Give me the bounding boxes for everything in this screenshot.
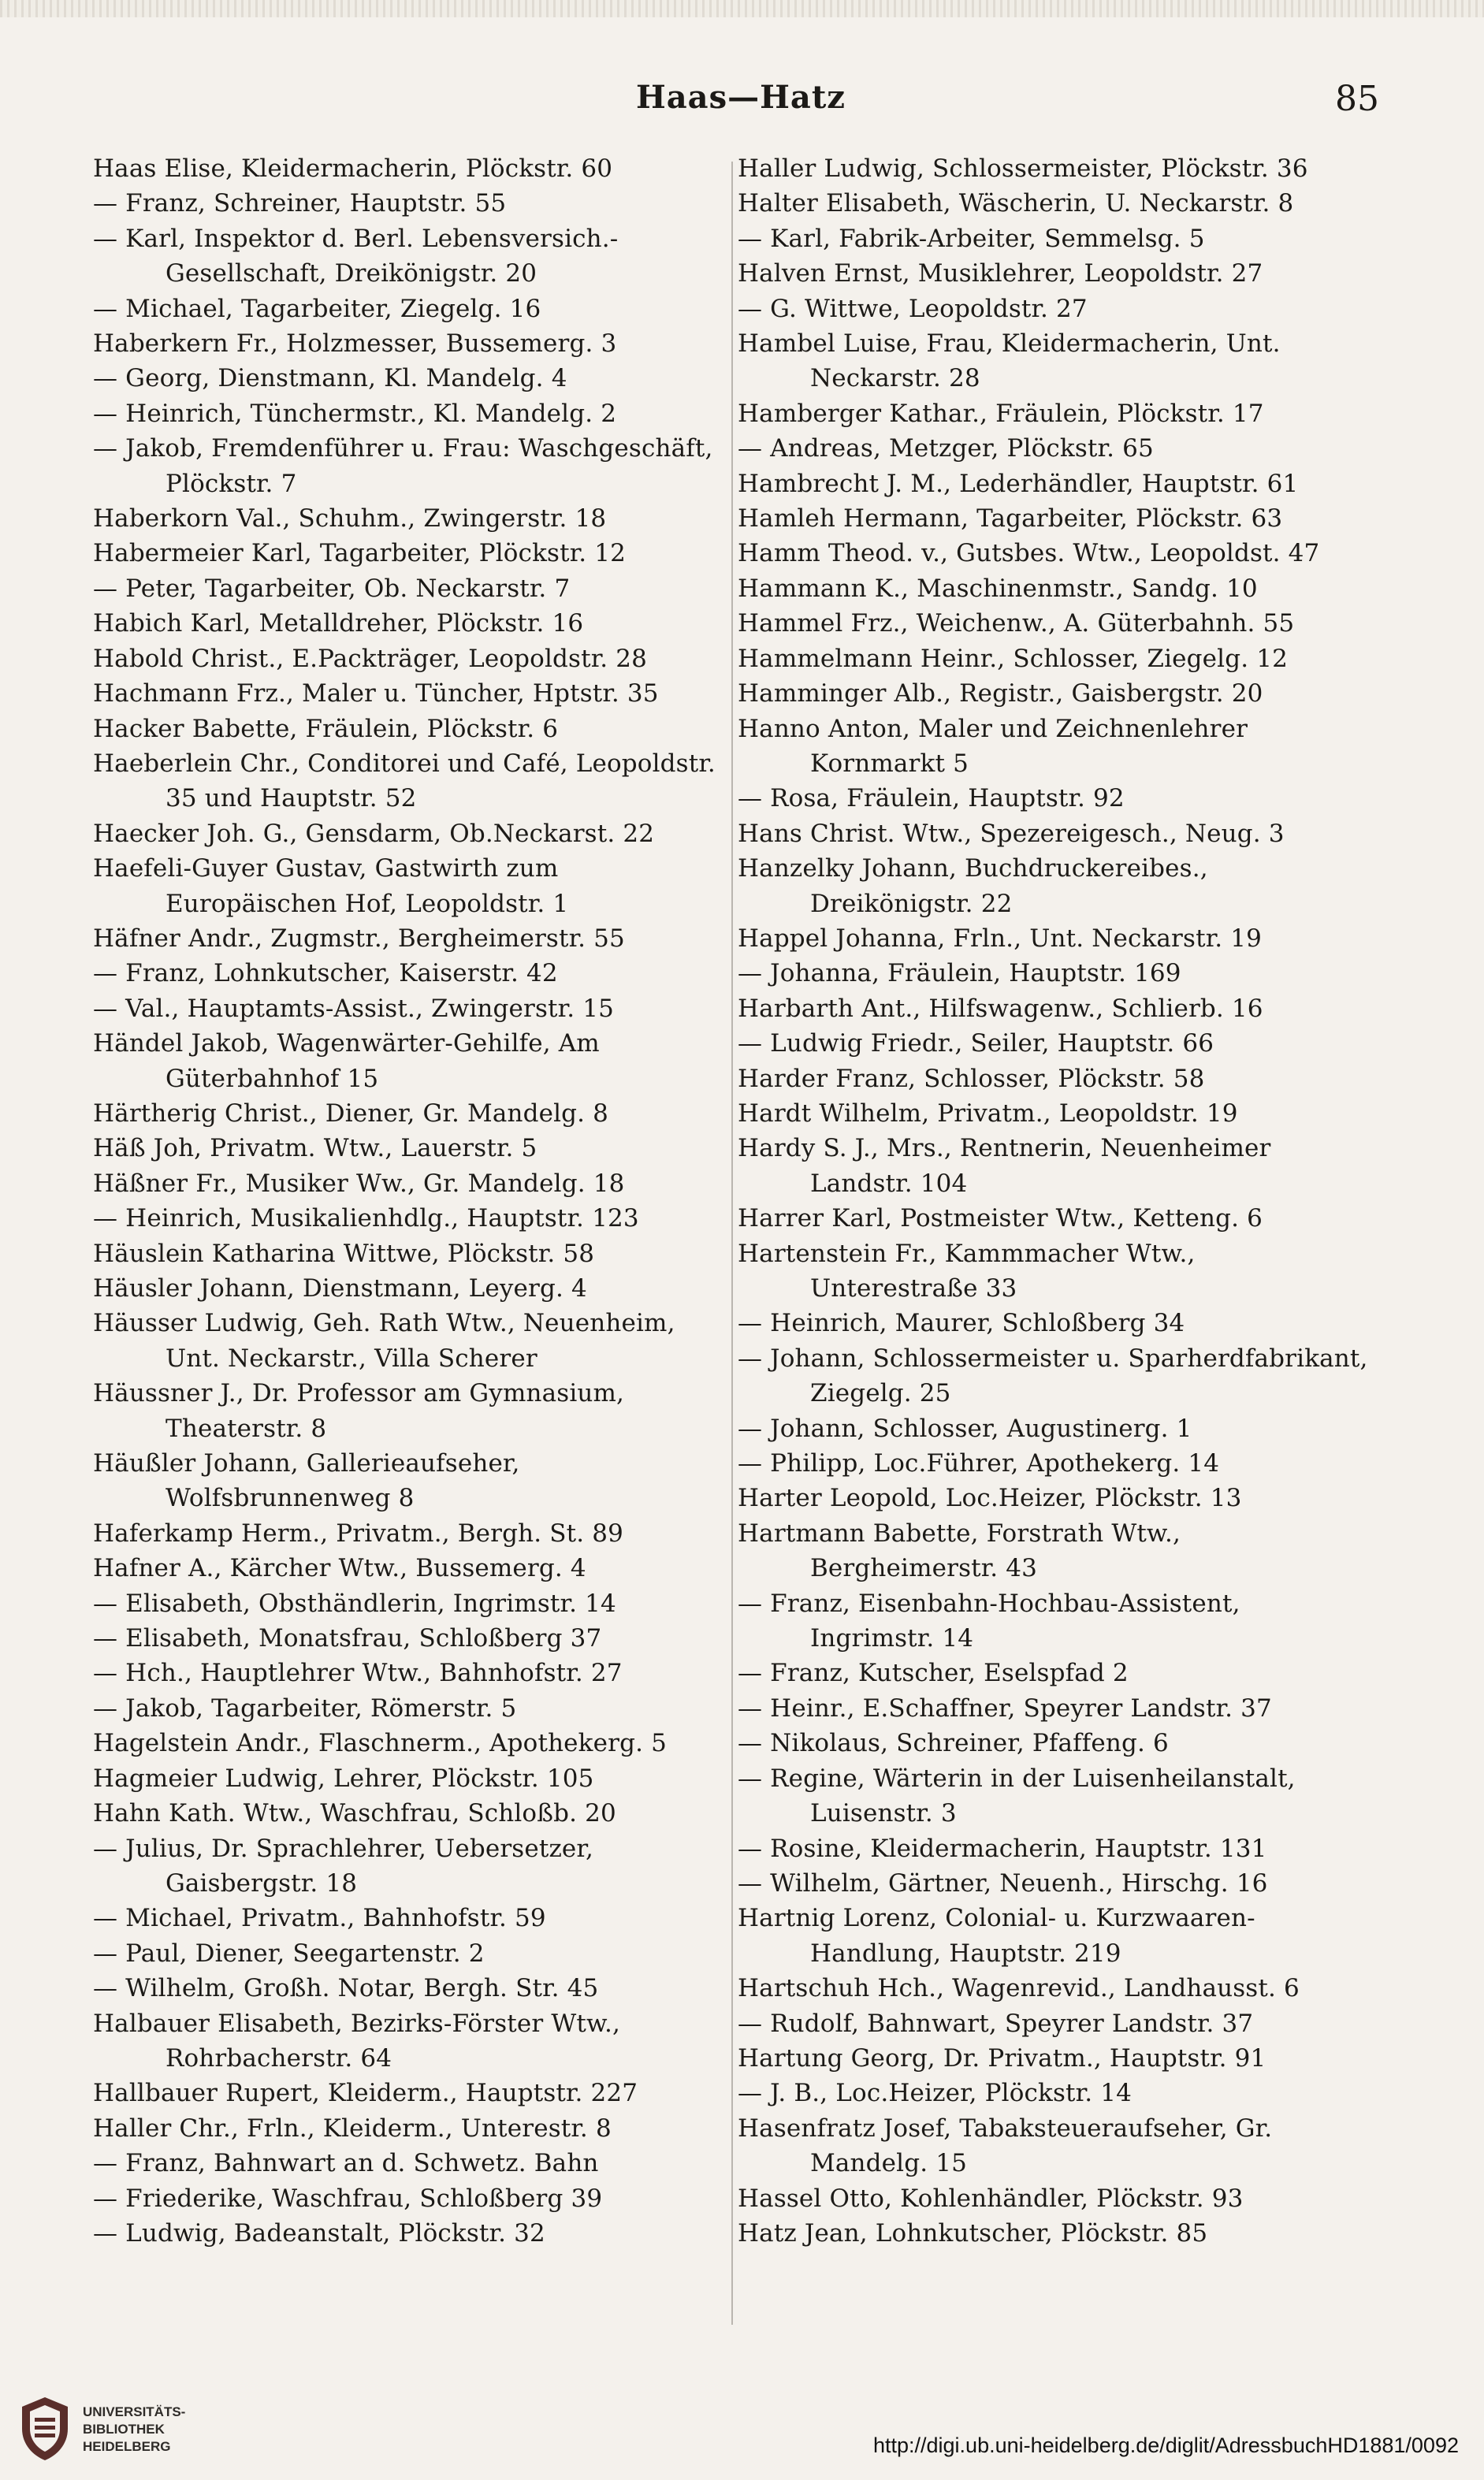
directory-entry: Häusler Johann, Dienstmann, Leyerg. 4 <box>93 1274 587 1303</box>
directory-entry: Haas Elise, Kleidermacherin, Plöckstr. 60 <box>93 154 613 183</box>
library-logo-icon <box>17 2394 73 2463</box>
directory-entry: — Heinrich, Tünchermstr., Kl. Mandelg. 2 <box>93 399 617 428</box>
page-footer <box>0 2380 1484 2480</box>
directory-entry: Häusser Ludwig, Geh. Rath Wtw., Neuenheim, Unt. Neckarstr., Villa Scherer <box>93 1309 675 1373</box>
directory-entry: Häußler Johann, Gallerieaufseher, Wolfsbrunnenweg 8 <box>93 1449 520 1513</box>
directory-entry: Harbarth Ant., Hilfswagenw., Schlierb. 16 <box>738 994 1263 1023</box>
directory-entry: — Wilhelm, Großh. Notar, Bergh. Str. 45 <box>93 1974 599 2003</box>
directory-entry: — Ludwig Friedr., Seiler, Hauptstr. 66 <box>738 1029 1214 1058</box>
directory-entry: Hammelmann Heinr., Schlosser, Ziegelg. 12 <box>738 644 1288 673</box>
directory-entry: — Johann, Schlossermeister u. Sparherdfabrikant, Ziegelg. 25 <box>738 1344 1368 1408</box>
directory-entry: — Julius, Dr. Sprachlehrer, Uebersetzer, Gaisbergstr. 18 <box>93 1834 593 1898</box>
directory-entry: Hamleh Hermann, Tagarbeiter, Plöckstr. 63 <box>738 504 1283 534</box>
directory-entry: Hartschuh Hch., Wagenrevid., Landhausst. 6 <box>738 1974 1300 2003</box>
directory-entry: Hartenstein Fr., Kammmacher Wtw., Unterestraße 33 <box>738 1239 1196 1303</box>
directory-entry: — Franz, Lohnkutscher, Kaiserstr. 42 <box>93 959 558 988</box>
directory-entry: — Jakob, Fremdenführer u. Frau: Waschgeschäft, Plöckstr. 7 <box>93 434 713 498</box>
directory-entry: Halbauer Elisabeth, Bezirks-Förster Wtw., Rohrbacherstr. 64 <box>93 2009 620 2073</box>
directory-entry: Harder Franz, Schlosser, Plöckstr. 58 <box>738 1064 1205 1093</box>
directory-entry: Haecker Joh. G., Gensdarm, Ob.Neckarst. 22 <box>93 819 655 848</box>
directory-entry: — Wilhelm, Gärtner, Neuenh., Hirschg. 16 <box>738 1868 1268 1898</box>
directory-entry: Hachmann Frz., Maler u. Tüncher, Hptstr. 35 <box>93 679 659 708</box>
directory-entry: — Ludwig, Badeanstalt, Plöckstr. 32 <box>93 2218 545 2248</box>
left-column <box>93 151 723 2342</box>
directory-entry: Haeberlein Chr., Conditorei und Café, Leopoldstr. 35 und Hauptstr. 52 <box>93 749 716 813</box>
directory-entry: — Franz, Eisenbahn-Hochbau-Assistent, Ingrimstr. 14 <box>738 1589 1240 1653</box>
directory-entry: Hartmann Babette, Forstrath Wtw., Bergheimerstr. 43 <box>738 1519 1181 1583</box>
library-name-line: UNIVERSITÄTS- <box>83 2404 186 2419</box>
directory-entry: — Karl, Fabrik-Arbeiter, Semmelsg. 5 <box>738 224 1205 253</box>
directory-entry: Hagmeier Ludwig, Lehrer, Plöckstr. 105 <box>93 1764 594 1793</box>
directory-entry: — Elisabeth, Monatsfrau, Schloßberg 37 <box>93 1624 602 1653</box>
directory-entry: — Johann, Schlosser, Augustinerg. 1 <box>738 1414 1192 1443</box>
directory-entry: Hanzelky Johann, Buchdruckereibes., Dreikönigstr. 22 <box>738 854 1208 918</box>
directory-entry: Harter Leopold, Loc.Heizer, Plöckstr. 13 <box>738 1484 1242 1513</box>
directory-entry: Haberkorn Val., Schuhm., Zwingerstr. 18 <box>93 504 607 534</box>
directory-entry: Hardy S. J., Mrs., Rentnerin, Neuenheimer Landstr. 104 <box>738 1134 1271 1198</box>
directory-entry: Hambrecht J. M., Lederhändler, Hauptstr. 61 <box>738 469 1299 498</box>
directory-entry: Happel Johanna, Frln., Unt. Neckarstr. 19 <box>738 924 1263 953</box>
directory-entry: Haller Ludwig, Schlossermeister, Plöckstr. 36 <box>738 154 1308 183</box>
right-column <box>738 151 1368 2342</box>
directory-entry: Habermeier Karl, Tagarbeiter, Plöckstr. 12 <box>93 539 627 568</box>
directory-entry: Halven Ernst, Musiklehrer, Leopoldstr. 27 <box>738 259 1263 288</box>
directory-entry: Hahn Kath. Wtw., Waschfrau, Schloßb. 20 <box>93 1799 616 1828</box>
directory-entry: — Jakob, Tagarbeiter, Römerstr. 5 <box>93 1694 517 1723</box>
directory-entry: Hasenfratz Josef, Tabaksteueraufseher, Gr. Mandelg. 15 <box>738 2114 1273 2178</box>
directory-entry: — Karl, Inspektor d. Berl. Lebensversich.-Gesellschaft, Dreikönigstr. 20 <box>93 224 619 288</box>
directory-entry: Hafner A., Kärcher Wtw., Bussemerg. 4 <box>93 1554 586 1583</box>
directory-entry: Hatz Jean, Lohnkutscher, Plöckstr. 85 <box>738 2218 1208 2248</box>
directory-entry: — Paul, Diener, Seegartenstr. 2 <box>93 1939 485 1968</box>
directory-entry: — Heinrich, Musikalienhdlg., Hauptstr. 123 <box>93 1204 639 1233</box>
directory-entry: — Rosa, Fräulein, Hauptstr. 92 <box>738 784 1125 813</box>
top-edge-ornament <box>0 0 1484 17</box>
directory-entry: Hamberger Kathar., Fräulein, Plöckstr. 17 <box>738 399 1264 428</box>
directory-entry: — Franz, Bahnwart an d. Schwetz. Bahn <box>93 2149 599 2178</box>
directory-entry: — Peter, Tagarbeiter, Ob. Neckarstr. 7 <box>93 574 571 603</box>
directory-entry: Häß Joh, Privatm. Wtw., Lauerstr. 5 <box>93 1134 537 1163</box>
directory-entry: — Hch., Hauptlehrer Wtw., Bahnhofstr. 27 <box>93 1659 623 1688</box>
directory-entry: Hambel Luise, Frau, Kleidermacherin, Unt. Neckarstr. 28 <box>738 329 1281 393</box>
directory-entry: Hartnig Lorenz, Colonial- u. Kurzwaaren-Handlung, Hauptstr. 219 <box>738 1904 1255 1968</box>
directory-entry: Haberkern Fr., Holzmesser, Bussemerg. 3 <box>93 329 617 359</box>
directory-entry: — Philipp, Loc.Führer, Apothekerg. 14 <box>738 1449 1220 1478</box>
directory-entry: Haefeli-Guyer Gustav, Gastwirth zum Europäischen Hof, Leopoldstr. 1 <box>93 854 569 918</box>
directory-entry: Halter Elisabeth, Wäscherin, U. Neckarstr. 8 <box>738 189 1294 218</box>
directory-entry: — Val., Hauptamts-Assist., Zwingerstr. 15 <box>93 994 614 1023</box>
directory-entry: — G. Wittwe, Leopoldstr. 27 <box>738 294 1088 323</box>
directory-entry: Habich Karl, Metalldreher, Plöckstr. 16 <box>93 609 584 638</box>
directory-entry: — Georg, Dienstmann, Kl. Mandelg. 4 <box>93 364 567 393</box>
directory-entry: Hassel Otto, Kohlenhändler, Plöckstr. 93 <box>738 2184 1244 2213</box>
library-name-line: BIBLIOTHEK <box>83 2422 165 2437</box>
directory-entry: — Heinr., E.Schaffner, Speyrer Landstr. 37 <box>738 1694 1272 1723</box>
directory-entry: Hanno Anton, Maler und Zeichnenlehrer Kornmarkt 5 <box>738 714 1248 778</box>
directory-entry: Hamm Theod. v., Gutsbes. Wtw., Leopoldst. 47 <box>738 539 1320 568</box>
page-title: Haas—Hatz <box>635 79 846 116</box>
directory-entry: Hacker Babette, Fräulein, Plöckstr. 6 <box>93 714 559 743</box>
directory-entry: — Nikolaus, Schreiner, Pfaffeng. 6 <box>738 1729 1169 1758</box>
directory-entry: — Michael, Tagarbeiter, Ziegelg. 16 <box>93 294 541 323</box>
directory-entry: — Andreas, Metzger, Plöckstr. 65 <box>738 434 1154 463</box>
library-name-line: HEIDELBERG <box>83 2439 171 2454</box>
directory-entry: Häfner Andr., Zugmstr., Bergheimerstr. 55 <box>93 924 625 953</box>
directory-entry: — Rudolf, Bahnwart, Speyrer Landstr. 37 <box>738 2009 1254 2038</box>
directory-entry: — Franz, Schreiner, Hauptstr. 55 <box>93 189 507 218</box>
directory-entry: — Johanna, Fräulein, Hauptstr. 169 <box>738 959 1181 988</box>
directory-entry: Hartung Georg, Dr. Privatm., Hauptstr. 91 <box>738 2043 1266 2073</box>
directory-entry: Häßner Fr., Musiker Ww., Gr. Mandelg. 18 <box>93 1169 625 1198</box>
directory-entry: Haller Chr., Frln., Kleiderm., Unterestr. 8 <box>93 2114 612 2143</box>
directory-entry: — Michael, Privatm., Bahnhofstr. 59 <box>93 1904 546 1933</box>
directory-entry: Hamminger Alb., Registr., Gaisbergstr. 20 <box>738 679 1263 708</box>
directory-entry: — Friederike, Waschfrau, Schloßberg 39 <box>93 2184 603 2213</box>
directory-entry: — J. B., Loc.Heizer, Plöckstr. 14 <box>738 2079 1132 2108</box>
source-url-link[interactable]: http://digi.ub.uni-heidelberg.de/diglit/AdressbuchHD1881/0092 <box>872 2434 1459 2457</box>
directory-entry: Händel Jakob, Wagenwärter-Gehilfe, Am Güterbahnhof 15 <box>93 1029 600 1093</box>
directory-entry: Hallbauer Rupert, Kleiderm., Hauptstr. 227 <box>93 2079 638 2108</box>
column-divider <box>731 162 733 2325</box>
directory-entry: Habold Christ., E.Packträger, Leopoldstr. 28 <box>93 644 648 673</box>
directory-entry: — Heinrich, Maurer, Schloßberg 34 <box>738 1309 1185 1338</box>
directory-entry: Häussner J., Dr. Professor am Gymnasium, Theaterstr. 8 <box>93 1379 625 1443</box>
directory-entry: — Rosine, Kleidermacherin, Hauptstr. 131 <box>738 1834 1267 1863</box>
directory-entry: — Franz, Kutscher, Eselspfad 2 <box>738 1659 1129 1688</box>
directory-entry: Hardt Wilhelm, Privatm., Leopoldstr. 19 <box>738 1099 1238 1128</box>
directory-entry: Hans Christ. Wtw., Spezereigesch., Neug. 3 <box>738 819 1285 848</box>
directory-entry: Hammann K., Maschinenmstr., Sandg. 10 <box>738 574 1258 603</box>
directory-entry: Hagelstein Andr., Flaschnerm., Apothekerg. 5 <box>93 1729 667 1758</box>
directory-entry: — Elisabeth, Obsthändlerin, Ingrimstr. 14 <box>93 1589 616 1618</box>
library-name <box>83 2404 185 2456</box>
directory-entry: Hammel Frz., Weichenw., A. Güterbahnh. 55 <box>738 609 1295 638</box>
directory-entry: Häuslein Katharina Wittwe, Plöckstr. 58 <box>93 1239 595 1268</box>
page-number: 85 <box>1335 79 1379 119</box>
directory-entry: Harrer Karl, Postmeister Wtw., Ketteng. 6 <box>738 1204 1263 1233</box>
directory-entry: Haferkamp Herm., Privatm., Bergh. St. 89 <box>93 1519 623 1548</box>
directory-entry: — Regine, Wärterin in der Luisenheilanstalt, Luisenstr. 3 <box>738 1764 1296 1828</box>
directory-entry: Härtherig Christ., Diener, Gr. Mandelg. 8 <box>93 1099 609 1128</box>
page-header <box>102 79 1379 134</box>
